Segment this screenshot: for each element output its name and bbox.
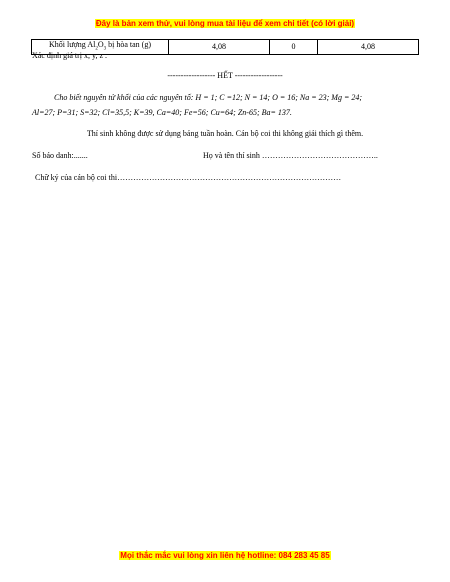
- table-row-label: Khối lượng $Al_2O_3$ bị hòa tan (g): [32, 40, 169, 55]
- table-cell-3: 4,08: [317, 40, 418, 55]
- exam-note: Thí sinh không được sử dụng bảng tuần hoàn. Cán bộ coi thi không giải thích gì thêm.: [86, 129, 364, 138]
- table-cell-1: 4,08: [169, 40, 270, 55]
- preview-notice-banner: [0, 19, 450, 29]
- preview-notice-text: Đây là bản xem thử, vui lòng mua tài liệu để xem chi tiết (có lời giải): [95, 19, 355, 28]
- hotline-banner: [0, 551, 450, 561]
- atomic-masses-line-2: Al=27; P=31; S=32; Cl=35,5; K=39, Ca=40; Fe=56; Cu=64; Zn-65; Ba= 137.: [32, 108, 292, 117]
- atomic-masses-line-1: Cho biết nguyên tử khối của các nguyên tố: H = 1; C =12; N = 14; O = 16; Na = 23; Mg = 24;: [54, 93, 363, 102]
- question-text: Xác định giá trị x, y, z .: [32, 51, 108, 60]
- candidate-name-field: Họ và tên thí sinh ……………………………………..: [203, 151, 378, 160]
- proctor-signature-field: Chữ ký của cán bộ coi thi…………………………………………………………………………: [35, 173, 342, 182]
- table-cell-2: 0: [270, 40, 318, 55]
- hotline-text: Mọi thắc mắc vui lòng xin liên hệ hotline: 084 283 45 85: [120, 551, 330, 560]
- candidate-number-field: Số báo danh:.......: [32, 151, 88, 160]
- end-marker: ------------------ HẾT ------------------: [167, 71, 283, 80]
